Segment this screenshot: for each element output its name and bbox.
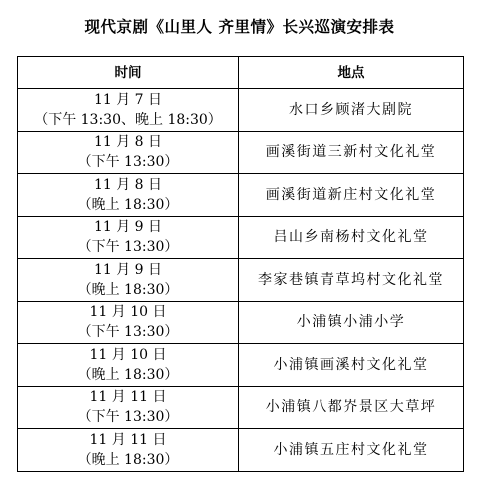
venue-cell: 吕山乡南杨村文化礼堂	[239, 216, 464, 259]
showtime-text: （下午 13:30）	[77, 239, 179, 256]
table-row	[18, 89, 464, 132]
date-text: 11 月 10 日	[89, 346, 167, 363]
venue-cell: 画溪街道三新村文化礼堂	[239, 131, 464, 174]
table-row	[18, 386, 464, 429]
header-place: 地点	[239, 57, 464, 89]
time-cell	[18, 131, 239, 174]
table-row	[18, 174, 464, 217]
venue-cell: 小浦镇画溪村文化礼堂	[239, 344, 464, 387]
showtime-text: （下午 13:30）	[77, 154, 179, 171]
showtime-text: （下午 13:30、晚上 18:30）	[34, 111, 222, 128]
date-text: 11 月 11 日	[89, 389, 167, 406]
time-cell	[18, 216, 239, 259]
table-row	[18, 131, 464, 174]
date-text: 11 月 11 日	[89, 431, 167, 448]
date-text: 11 月 9 日	[93, 261, 163, 278]
time-cell	[18, 174, 239, 217]
table-header-row	[18, 57, 464, 89]
showtime-text: （晚上 18:30）	[77, 281, 179, 298]
showtime-text: （下午 13:30）	[77, 324, 179, 341]
showtime-text: （晚上 18:30）	[77, 366, 179, 383]
table-row	[18, 259, 464, 302]
document-title: 现代京剧《山里人 齐里情》长兴巡演安排表	[84, 18, 395, 36]
table-row	[18, 429, 464, 472]
showtime-text: （晚上 18:30）	[77, 451, 179, 468]
header-time: 时间	[18, 57, 239, 89]
date-text: 11 月 9 日	[93, 219, 163, 236]
time-cell	[18, 344, 239, 387]
date-text: 11 月 8 日	[93, 176, 163, 193]
venue-cell: 小浦镇八都岕景区大草坪	[239, 386, 464, 429]
table-row	[18, 301, 464, 344]
venue-cell: 水口乡顾渚大剧院	[239, 89, 464, 132]
time-cell	[18, 259, 239, 302]
venue-cell: 李家巷镇青草坞村文化礼堂	[239, 259, 464, 302]
time-cell	[18, 386, 239, 429]
schedule-table	[17, 56, 464, 472]
date-text: 11 月 7 日	[93, 91, 163, 108]
venue-cell: 小浦镇小浦小学	[239, 301, 464, 344]
showtime-text: （晚上 18:30）	[77, 196, 179, 213]
table-row	[18, 216, 464, 259]
venue-cell: 画溪街道新庄村文化礼堂	[239, 174, 464, 217]
date-text: 11 月 10 日	[89, 304, 167, 321]
venue-cell: 小浦镇五庄村文化礼堂	[239, 429, 464, 472]
time-cell	[18, 429, 239, 472]
date-text: 11 月 8 日	[93, 134, 163, 151]
time-cell	[18, 89, 239, 132]
table-row	[18, 344, 464, 387]
showtime-text: （下午 13:30）	[77, 409, 179, 426]
time-cell	[18, 301, 239, 344]
